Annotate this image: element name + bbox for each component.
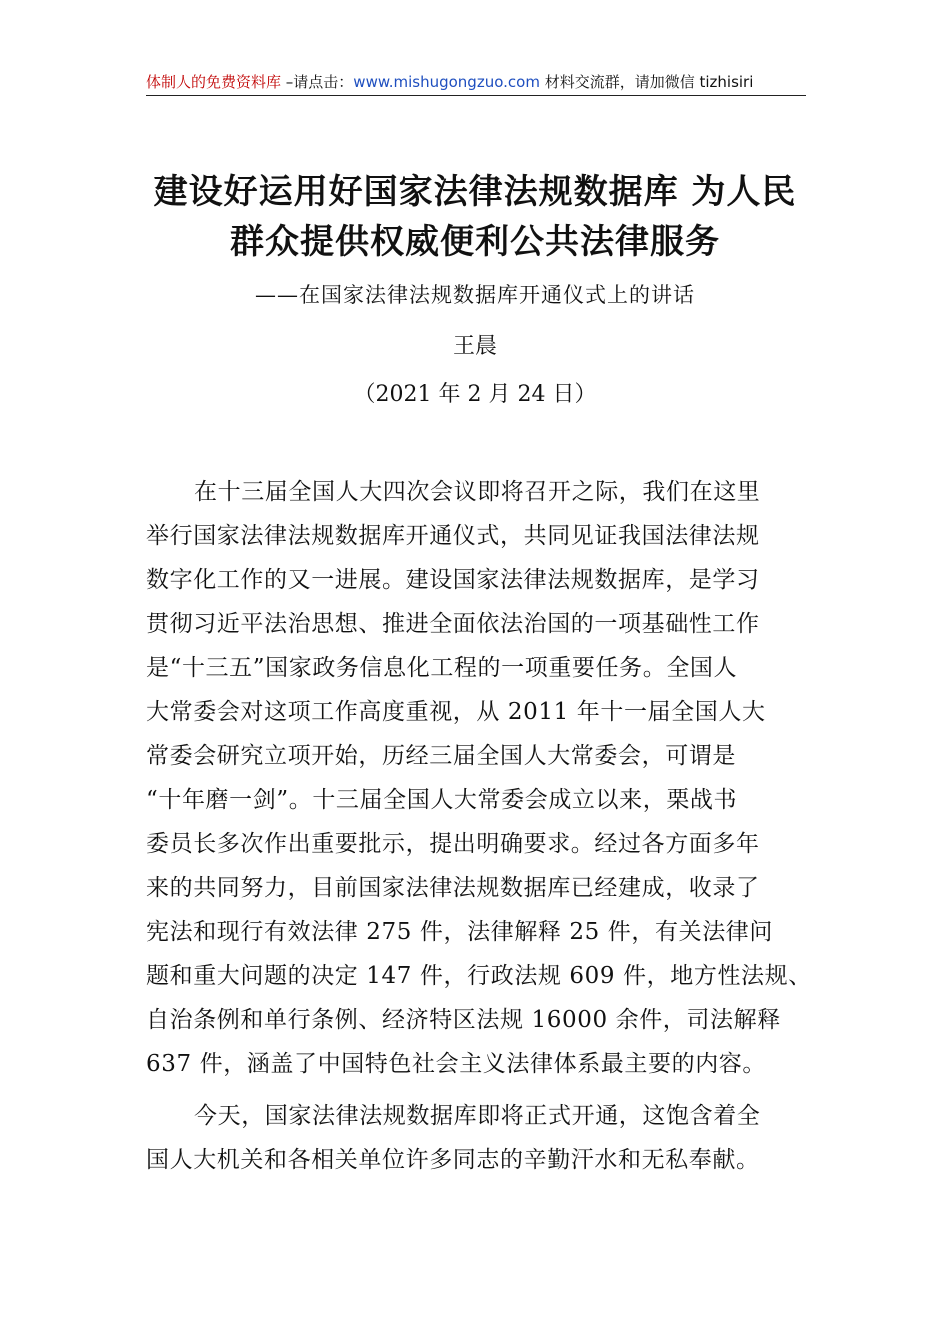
body-line: 是“十三五”国家政务信息化工程的一项重要任务。全国人 — [146, 655, 738, 681]
body-line: 637 件，涵盖了中国特色社会主义法律体系最主要的内容。 — [146, 1051, 767, 1077]
header-prompt: –请点击： — [281, 73, 354, 91]
document-date: （2021 年 2 月 24 日） — [353, 382, 597, 407]
body-line: 国人大机关和各相关单位许多同志的辛勤汗水和无私奉献。 — [146, 1147, 760, 1173]
body-line: 大常委会对这项工作高度重视，从 2011 年十一届全国人大 — [146, 699, 766, 725]
page-header — [146, 70, 808, 94]
document-title-line-1: 建设好运用好国家法律法规数据库 为人民 — [153, 172, 797, 212]
body-line: 自治条例和单行条例、经济特区法规 16000 余件，司法解释 — [146, 1007, 781, 1033]
body-line: “十年磨一剑”。十三届全国人大常委会成立以来，栗战书 — [146, 787, 738, 813]
body-line: 举行国家法律法规数据库开通仪式，共同见证我国法律法规 — [146, 523, 760, 549]
body-line: 宪法和现行有效法律 275 件，法律解释 25 件，有关法律问 — [146, 919, 774, 945]
header-divider — [146, 95, 806, 96]
body-line: 常委会研究立项开始，历经三届全国人大常委会，可谓是 — [146, 743, 736, 769]
body-line: 今天，国家法律法规数据库即将正式开通，这饱含着全 — [194, 1103, 761, 1129]
body-line: 题和重大问题的决定 147 件，行政法规 609 件，地方性法规、 — [146, 963, 812, 989]
header-contact: 材料交流群，请加微信 tizhisiri — [539, 73, 754, 91]
body-line: 来的共同努力，目前国家法律法规数据库已经建成，收录了 — [146, 875, 760, 901]
body-line: 在十三届全国人大四次会议即将召开之际，我们在这里 — [194, 479, 761, 505]
body-line: 委员长多次作出重要批示，提出明确要求。经过各方面多年 — [146, 831, 760, 857]
header-brand: 体制人的免费资料库 — [146, 73, 282, 91]
body-line: 数字化工作的又一进展。建设国家法律法规数据库，是学习 — [146, 567, 760, 593]
body-line: 贯彻习近平法治思想、推进全面依法治国的一项基础性工作 — [146, 611, 760, 637]
document-title-line-2: 群众提供权威便利公共法律服务 — [230, 222, 720, 262]
document-author: 王晨 — [452, 334, 497, 359]
document-subtitle: ——在国家法律法规数据库开通仪式上的讲话 — [255, 283, 695, 307]
header-url-link[interactable]: www.mishugongzuo.com — [353, 73, 540, 91]
